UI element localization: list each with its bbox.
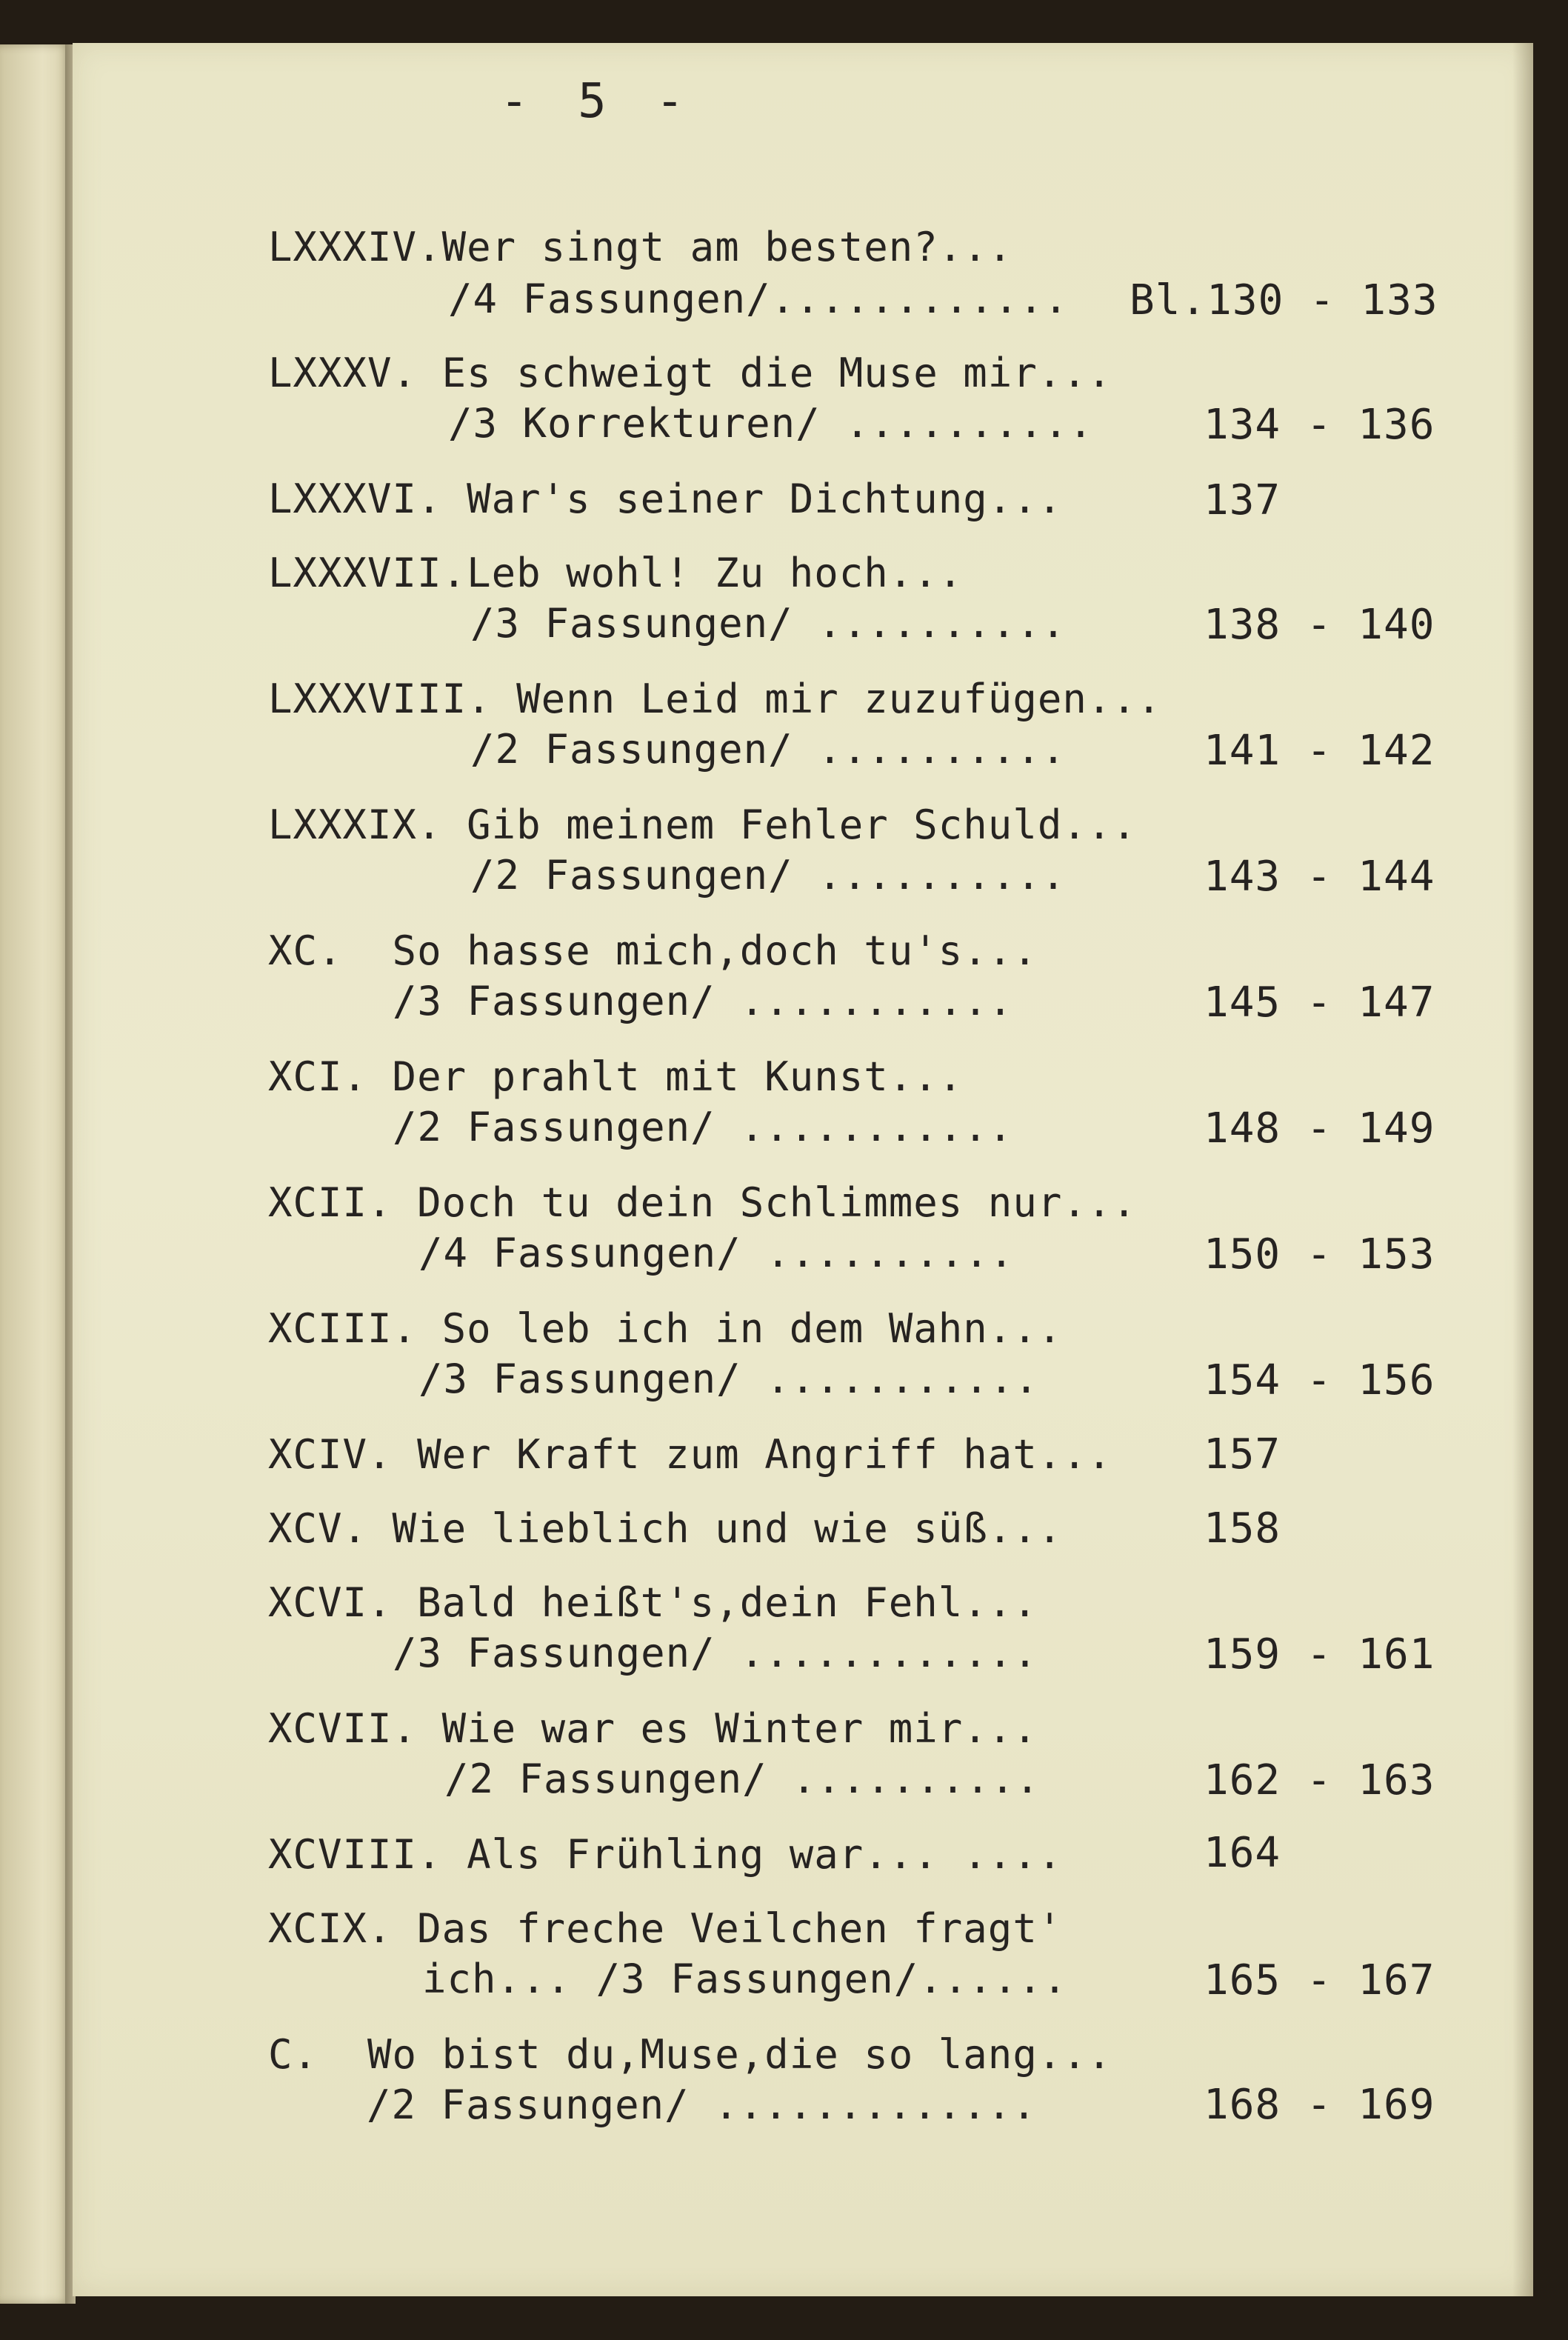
toc-entry-versions: /3 Fassungen/ ........... — [393, 978, 1013, 1024]
page-edge-shadow — [1512, 43, 1533, 2296]
toc-entry-title: XCVI. Bald heißt's,dein Fehl... — [268, 1579, 1038, 1626]
toc-entry-versions: /3 Fassungen/ ............ — [393, 1630, 1038, 1676]
toc-entry-title: XCIII. So leb ich in dem Wahn... — [268, 1305, 1063, 1352]
toc-entry-title: XCIX. Das freche Veilchen fragt' — [268, 1905, 1063, 1952]
toc-entry-pages: 141 - 142 — [1204, 727, 1435, 775]
toc-entry-title: LXXXV. Es schweigt die Muse mir... — [268, 350, 1112, 396]
toc-entry-versions: /2 Fassungen/ .......... — [444, 1756, 1041, 1802]
toc-entry-pages: 158 — [1204, 1504, 1281, 1553]
toc-entry-pages: 157 — [1204, 1430, 1281, 1479]
toc-entry-pages: Bl.130 - 133 — [1130, 276, 1438, 324]
toc-entry-versions: /3 Korrekturen/ .......... — [448, 400, 1094, 447]
toc-entry-pages: 162 - 163 — [1204, 1756, 1435, 1804]
toc-entry-pages: 165 - 167 — [1204, 1956, 1435, 2004]
toc-entry-title: XCVIII. Als Frühling war... .... — [268, 1831, 1063, 1878]
toc-entry-pages: 148 - 149 — [1204, 1104, 1435, 1153]
toc-entry-pages: 164 — [1204, 1829, 1281, 1877]
toc-entry-title: XCIV. Wer Kraft zum Angriff hat... — [268, 1431, 1112, 1478]
page-number: - 5 - — [500, 74, 695, 129]
toc-entry-title: C. Wo bist du,Muse,die so lang... — [268, 2031, 1112, 2078]
toc-entry-title: XC. So hasse mich,doch tu's... — [268, 927, 1038, 974]
toc-entry-title: LXXXVI. War's seiner Dichtung... — [268, 476, 1063, 522]
toc-entry-title: XCII. Doch tu dein Schlimmes nur... — [268, 1179, 1137, 1226]
facing-page-edge — [0, 44, 71, 2304]
toc-entry-versions: /2 Fassungen/ ............. — [367, 2081, 1037, 2128]
toc-entry-pages: 154 - 156 — [1204, 1356, 1435, 1404]
toc-entry-pages: 159 - 161 — [1204, 1630, 1435, 1679]
toc-entry-pages: 145 - 147 — [1204, 979, 1435, 1027]
toc-entry-pages: 168 - 169 — [1204, 2081, 1435, 2129]
toc-entry-title: XCVII. Wie war es Winter mir... — [268, 1705, 1038, 1752]
toc-entry-pages: 137 — [1204, 476, 1281, 524]
toc-entry-title: XCI. Der prahlt mit Kunst... — [268, 1053, 964, 1100]
toc-entry-pages: 150 - 153 — [1204, 1230, 1435, 1279]
toc-entry-versions: /2 Fassungen/ .......... — [470, 852, 1067, 899]
toc-entry-versions: /2 Fassungen/ .......... — [470, 726, 1067, 773]
toc-entry-versions: /2 Fassungen/ ........... — [393, 1104, 1013, 1150]
toc-entry-title: LXXXIV.Wer singt am besten?... — [268, 224, 1013, 270]
toc-entry-pages: 143 - 144 — [1204, 853, 1435, 901]
toc-entry-pages: 138 - 140 — [1204, 601, 1435, 649]
toc-entry-versions: /4 Fassungen/ .......... — [418, 1230, 1015, 1276]
toc-entry-pages: 134 - 136 — [1204, 401, 1435, 449]
toc-entry-title: LXXXVII.Leb wohl! Zu hoch... — [268, 550, 964, 596]
toc-entry-versions: /4 Fassungen/............ — [448, 276, 1069, 322]
toc-entry-title: LXXXIX. Gib meinem Fehler Schuld... — [268, 801, 1137, 848]
toc-entry-versions: /3 Fassungen/ ........... — [418, 1356, 1039, 1402]
toc-entry-title: XCV. Wie lieblich und wie süß... — [268, 1505, 1063, 1552]
toc-entry-title: LXXXVIII. Wenn Leid mir zuzufügen... — [268, 676, 1162, 722]
toc-entry-versions: /3 Fassungen/ .......... — [470, 600, 1067, 647]
toc-entry-versions: ich... /3 Fassungen/...... — [422, 1956, 1068, 2002]
